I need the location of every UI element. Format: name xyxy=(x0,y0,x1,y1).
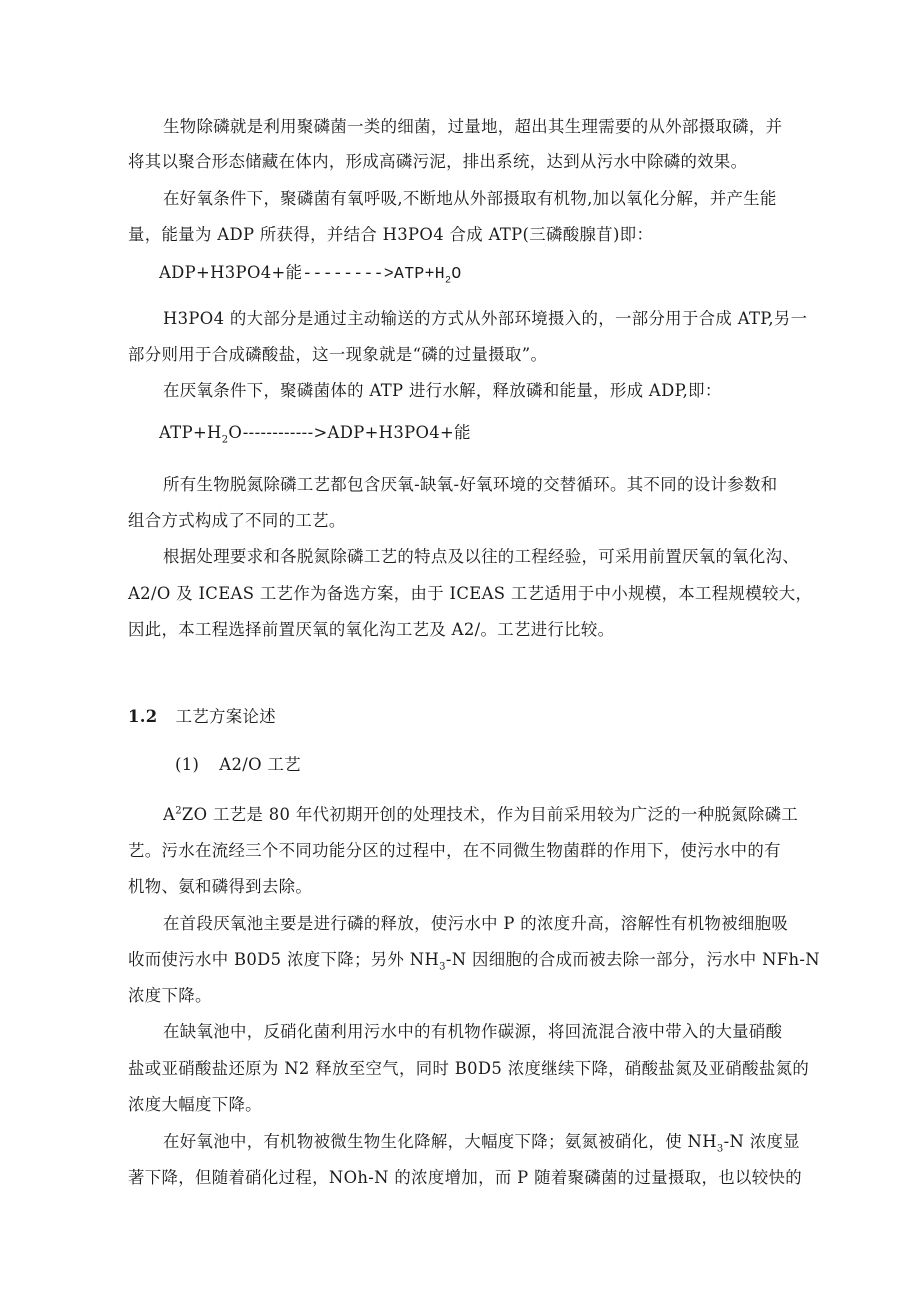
nh3-subscript: 3 xyxy=(439,961,446,973)
equation-1-arrow-products: -------->ATP+H xyxy=(302,264,445,283)
paragraph-8-line-3: 浓度下降。 xyxy=(128,986,212,1005)
paragraph-7-line-3: 机物、氨和磷得到去除。 xyxy=(128,877,313,896)
paragraph-3-line-2: 部分则用于合成磷酸盐，这一现象就是“磷的过量摄取”。 xyxy=(128,345,548,364)
paragraph-1-line-2: 将其以聚合形态储藏在体内，形成高磷污泥，排出系统，达到从污水中除磷的效果。 xyxy=(128,152,748,171)
a2o-prefix: A xyxy=(163,805,176,824)
section-number: 1.2 xyxy=(128,707,158,726)
paragraph-6-line-1: 根据处理要求和各脱氮除磷工艺的特点及以往的工程经验，可采用前置厌氧的氧化沟、 xyxy=(163,547,800,566)
equation-2-part-b: O------------>ADP+H3PO4+能 xyxy=(228,423,471,442)
paragraph-9-line-1: 在缺氧池中，反硝化菌利用污水中的有机物作碳源，将回流混合液中带入的大量硝酸 xyxy=(163,1022,783,1041)
paragraph-2-line-1: 在好氧条件下，聚磷菌有氧呼吸,不断地从外部摄取有机物,加以氧化分解，并产生能 xyxy=(163,189,777,208)
nh3-subscript-2: 3 xyxy=(716,1143,724,1155)
paragraph-10-line-1 xyxy=(163,1131,800,1153)
paragraph-2-line-2: 量，能量为 ADP 所获得，并结合 H3PO4 合成 ATP(三磷酸腺苜)即： xyxy=(128,225,654,244)
paragraph-10-line-2: 著下降，但随着硝化过程，NOh-N 的浓度增加，而 P 随着聚磷菌的过量摄取，也以较快的 xyxy=(128,1168,802,1187)
equation-2-subscript: 2 xyxy=(221,434,229,446)
paragraph-4-line-1: 在厌氧条件下，聚磷菌体的 ATP 进行水解，释放磷和能量，形成 ADP,即： xyxy=(163,381,722,400)
paragraph-5-line-2: 组合方式构成了不同的工艺。 xyxy=(128,511,346,530)
paragraph-8-line-1: 在首段厌氧池主要是进行磷的释放，使污水中 P 的浓度升高，溶解性有机物被细胞吸 xyxy=(163,914,789,933)
paragraph-8-line-2-b: -N 因细胞的合成而被去除一部分，污水中 NFh-N xyxy=(445,950,821,969)
equation-1-tail: O xyxy=(451,264,462,283)
paragraph-10-line-1-b: -N 浓度显 xyxy=(723,1132,800,1151)
paragraph-8-line-2 xyxy=(128,949,820,971)
paragraph-3-line-1: H3PO4 的大部分是通过主动输送的方式从外部环境摄入的，一部分用于合成 ATP,另一 xyxy=(163,309,808,328)
section-title: 工艺方案论述 xyxy=(175,707,277,726)
paragraph-8-line-2-a: 收而使污水中 B0D5 浓度下降；另外 NH xyxy=(128,950,440,969)
paragraph-6-line-2: A2/O 及 ICEAS 工艺作为备选方案，由于 ICEAS 工艺适用于中小规模，本工程规模较大， xyxy=(128,584,813,603)
section-heading xyxy=(128,706,276,728)
subsection-number: (1) xyxy=(175,755,200,774)
paragraph-9-line-2: 盐或亚硝酸盐还原为 N2 释放至空气，同时 B0D5 浓度继续下降，硝酸盐氮及亚硝酸盐氮的 xyxy=(128,1059,810,1078)
equation-1-reactants: ADP+H3PO4+能 xyxy=(159,263,303,282)
paragraph-7-line-2: 艺。污水在流经三个不同功能分区的过程中，在不同微生物菌群的作用下，使污水中的有 xyxy=(128,841,781,860)
equation-1-subscript: 2 xyxy=(444,275,452,287)
equation-adp-to-atp xyxy=(159,262,462,285)
paragraph-10-line-1-a: 在好氧池中，有机物被微生物生化降解，大幅度下降；氨氮被硝化，使 NH xyxy=(163,1132,717,1151)
paragraph-7-line-1 xyxy=(163,804,798,826)
equation-2-part-a: ATP+H xyxy=(159,423,222,442)
paragraph-7-line-1-text: ZO 工艺是 80 年代初期开创的处理技术，作为目前采用较为广泛的一种脱氮除磷工 xyxy=(181,805,799,824)
paragraph-5-line-1: 所有生物脱氮除磷工艺都包含厌氧-缺氧-好氧环境的交替循环。其不同的设计参数和 xyxy=(163,475,778,494)
equation-atp-hydrolysis xyxy=(159,422,471,444)
subsection-title: A2/O 工艺 xyxy=(219,755,301,774)
paragraph-1-line-1: 生物除磷就是利用聚磷菌一类的细菌，过量地，超出其生理需要的从外部摄取磷，并 xyxy=(163,117,783,136)
a2o-superscript: 2 xyxy=(175,805,182,817)
paragraph-9-line-3: 浓度大幅度下降。 xyxy=(128,1095,262,1114)
paragraph-6-line-3: 因此，本工程选择前置厌氧的氧化沟工艺及 A2/。工艺进行比较。 xyxy=(128,620,615,639)
subsection-heading xyxy=(175,754,301,776)
